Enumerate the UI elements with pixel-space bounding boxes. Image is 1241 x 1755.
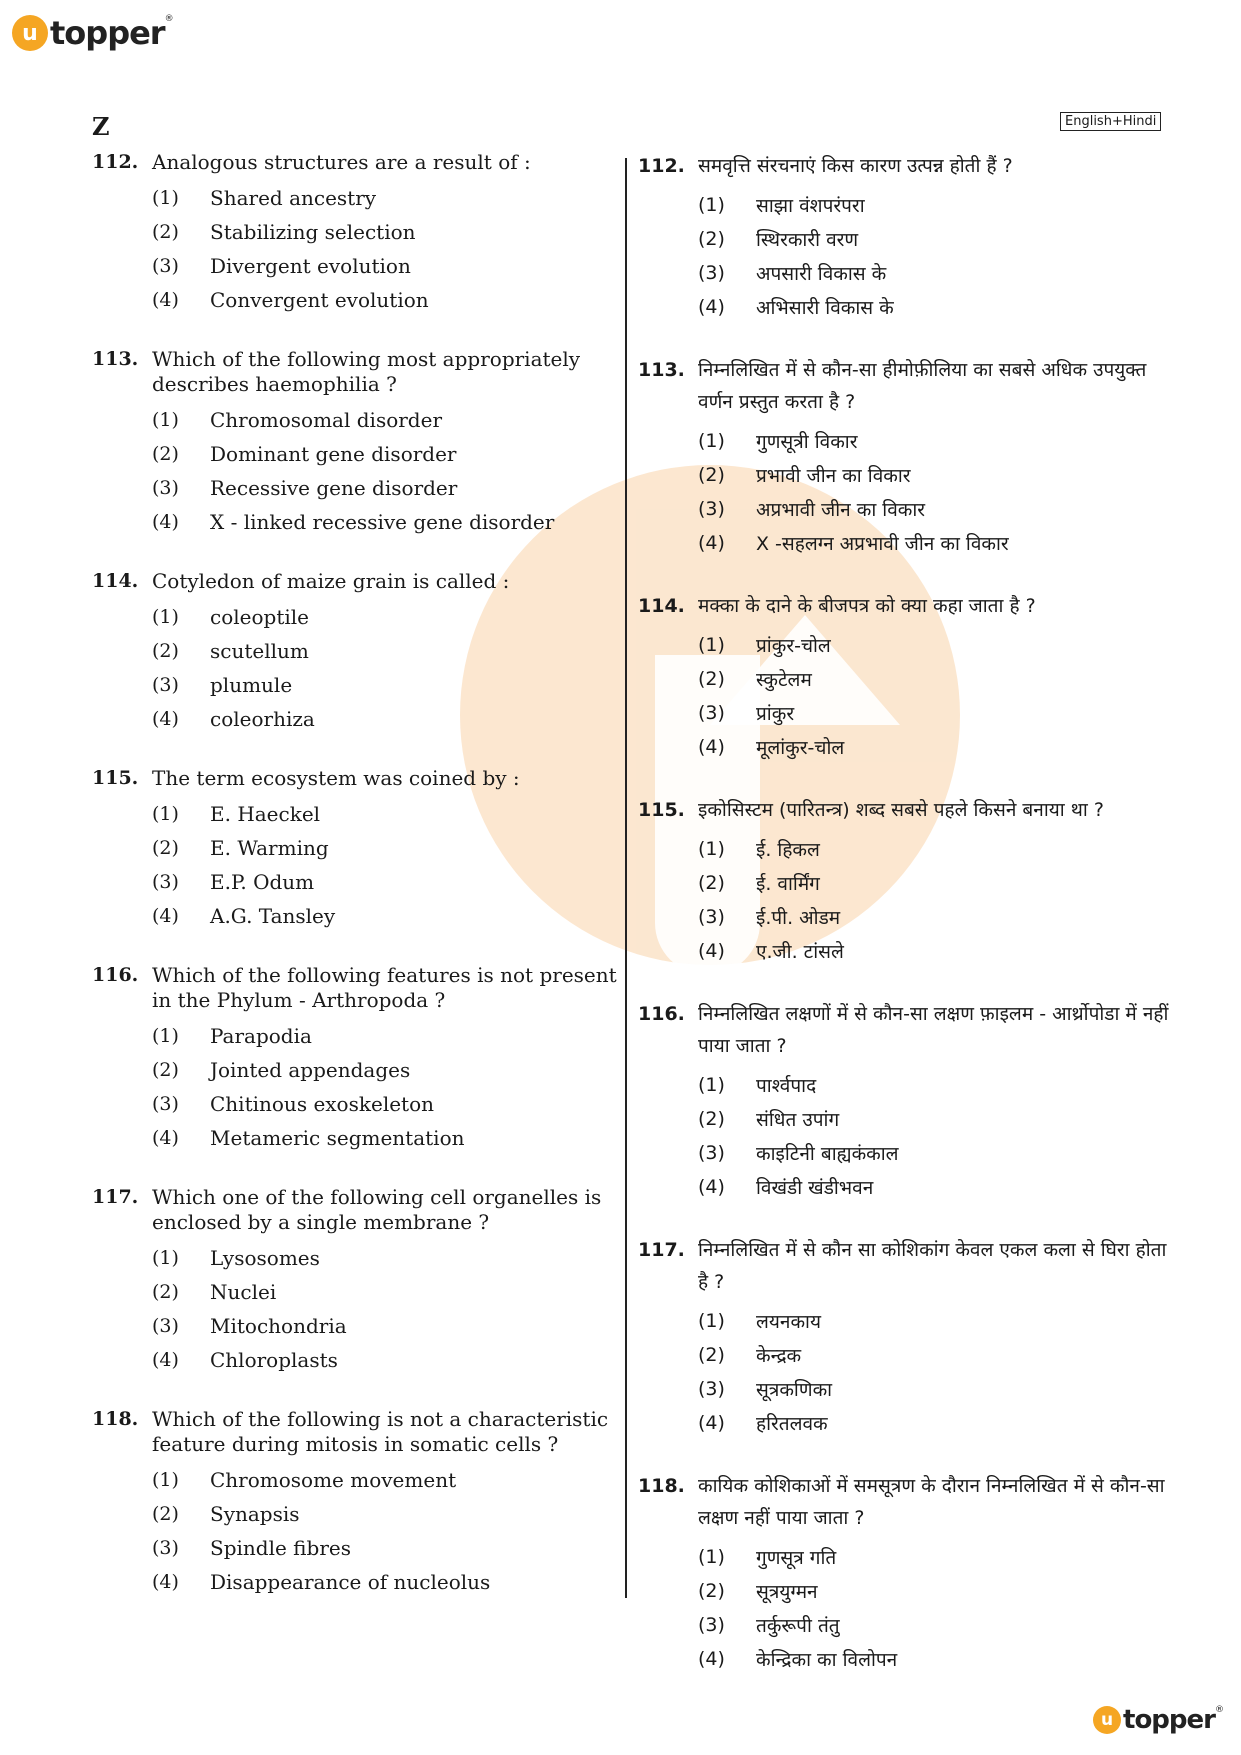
option: [698, 1574, 1178, 1608]
question-text: कायिक कोशिकाओं में समसूत्रण के दौरान निम्नलिखित में से कौन-सा लक्षण नहीं पाया जाता ?: [698, 1475, 1165, 1529]
option: [152, 1019, 617, 1053]
option: [698, 900, 1178, 934]
question-text: Which of the following most appropriately describes haemophilia ?: [152, 347, 581, 396]
option-number: (2): [152, 221, 179, 243]
option: [698, 730, 1178, 764]
question: [638, 354, 1178, 560]
question: [92, 569, 617, 736]
option: [698, 628, 1178, 662]
question-text: Analogous structures are a result of :: [152, 150, 531, 174]
option-number: (2): [698, 1108, 725, 1130]
option-text: प्रांकुर: [756, 703, 795, 725]
option-number: (1): [698, 1074, 725, 1096]
option: [698, 188, 1178, 222]
option-text: plumule: [210, 673, 293, 697]
option-text: E. Warming: [210, 836, 329, 860]
options-list: [698, 1540, 1178, 1676]
option-text: Shared ancestry: [210, 186, 377, 210]
options-list: [152, 181, 617, 317]
option: [152, 668, 617, 702]
registered-mark: ®: [1215, 1705, 1223, 1715]
option-number: (2): [698, 464, 725, 486]
option: [152, 1053, 617, 1087]
question: [638, 1470, 1178, 1676]
question: [92, 1185, 617, 1377]
option-text: Dominant gene disorder: [210, 442, 457, 466]
option-number: (1): [698, 430, 725, 452]
question-number: 116.: [92, 964, 139, 986]
question-number: 113.: [638, 359, 685, 381]
option: [152, 471, 617, 505]
option-text: Stabilizing selection: [210, 220, 416, 244]
question-text: निम्नलिखित लक्षणों में से कौन-सा लक्षण फ़ाइलम - आर्थ्रोपोडा में नहीं पाया जाता ?: [698, 1003, 1169, 1057]
option-text: scutellum: [210, 639, 309, 663]
option-text: Convergent evolution: [210, 288, 429, 312]
question-text: निम्नलिखित में से कौन-सा हीमोफ़ीलिया का सबसे अधिक उपयुक्त वर्णन प्रस्तुत करता है ?: [698, 359, 1147, 413]
option-text: साझा वंशपरंपरा: [756, 195, 865, 217]
option: [152, 437, 617, 471]
option: [698, 1642, 1178, 1676]
option-number: (3): [152, 255, 179, 277]
option: [698, 526, 1178, 560]
option-text: E.P. Odum: [210, 870, 315, 894]
option: [152, 634, 617, 668]
option-text: अभिसारी विकास के: [756, 297, 894, 319]
option: [698, 1608, 1178, 1642]
option-text: प्रांकुर-चोल: [756, 635, 831, 657]
option-text: स्थिरकारी वरण: [756, 229, 859, 251]
option-text: पार्श्वपाद: [756, 1075, 817, 1097]
question-text: Which one of the following cell organelles is enclosed by a single membrane ?: [152, 1185, 602, 1234]
question-number: 118.: [638, 1475, 685, 1497]
options-list: [152, 797, 617, 933]
question-text: Cotyledon of maize grain is called :: [152, 569, 510, 593]
option-number: (2): [698, 668, 725, 690]
option-number: (2): [698, 228, 725, 250]
option: [698, 1304, 1178, 1338]
options-list: [698, 628, 1178, 764]
brand-logo-top: [12, 14, 173, 52]
question-number: 112.: [92, 151, 139, 173]
option-number: (1): [152, 803, 179, 825]
option-number: (3): [152, 1537, 179, 1559]
option-number: (2): [152, 837, 179, 859]
option: [698, 934, 1178, 968]
option: [152, 899, 617, 933]
option-number: (2): [152, 1503, 179, 1525]
options-list: [698, 832, 1178, 968]
question-number: 114.: [92, 570, 139, 592]
brand-name: topper: [50, 14, 165, 52]
option: [698, 696, 1178, 730]
option-text: ई. वार्मिंग: [756, 873, 820, 895]
option: [698, 1540, 1178, 1574]
options-list: [698, 424, 1178, 560]
language-badge: English+Hindi: [1060, 112, 1161, 131]
option: [152, 600, 617, 634]
option: [152, 1121, 617, 1155]
option-text: हरितलवक: [756, 1413, 828, 1435]
question: [638, 150, 1178, 324]
option-text: Recessive gene disorder: [210, 476, 458, 500]
option-number: (1): [698, 1310, 725, 1332]
option-number: (4): [698, 736, 725, 758]
option-number: (3): [698, 906, 725, 928]
option: [152, 215, 617, 249]
option-text: Lysosomes: [210, 1246, 320, 1270]
option: [698, 1170, 1178, 1204]
question: [92, 1407, 617, 1599]
option-text: लयनकाय: [756, 1311, 821, 1333]
question-number: 118.: [92, 1408, 139, 1430]
option-number: (3): [698, 1142, 725, 1164]
option-number: (1): [698, 194, 725, 216]
option-text: Synapsis: [210, 1502, 300, 1526]
option-text: Metameric segmentation: [210, 1126, 465, 1150]
option: [152, 283, 617, 317]
option-text: मूलांकुर-चोल: [756, 737, 845, 759]
option-number: (4): [698, 1412, 725, 1434]
question-number: 112.: [638, 155, 685, 177]
question-text: निम्नलिखित में से कौन सा कोशिकांग केवल एकल कला से घिरा होता है ?: [698, 1239, 1167, 1293]
column-divider: [625, 158, 627, 1598]
option-number: (3): [698, 1378, 725, 1400]
option-text: सूत्रयुग्मन: [756, 1581, 818, 1603]
option-number: (2): [152, 1281, 179, 1303]
question-number: 115.: [638, 799, 685, 821]
option-number: (4): [698, 940, 725, 962]
question: [638, 794, 1178, 968]
option-number: (3): [698, 262, 725, 284]
paper-code: Z: [92, 112, 110, 141]
question-text: Which of the following features is not present in the Phylum - Arthropoda ?: [152, 963, 617, 1012]
option-number: (4): [152, 511, 179, 533]
question: [638, 590, 1178, 764]
option-number: (3): [152, 1315, 179, 1337]
option-number: (3): [152, 871, 179, 893]
option-text: ए.जी. टांसले: [756, 941, 844, 963]
question: [92, 347, 617, 539]
option-text: अप्रभावी जीन का विकार: [756, 499, 926, 521]
question-text: मक्का के दाने के बीजपत्र को क्या कहा जाता है ?: [698, 595, 1036, 617]
option: [698, 1068, 1178, 1102]
brand-badge-icon: u: [1093, 1706, 1121, 1734]
option-text: केन्द्रिका का विलोपन: [756, 1649, 898, 1671]
options-list: [152, 600, 617, 736]
option: [152, 249, 617, 283]
option: [152, 797, 617, 831]
option: [698, 662, 1178, 696]
option-number: (4): [152, 1571, 179, 1593]
option-text: Divergent evolution: [210, 254, 411, 278]
option-number: (3): [698, 1614, 725, 1636]
question-text: Which of the following is not a characteristic feature during mitosis in somatic cells ?: [152, 1407, 609, 1456]
option-text: Nuclei: [210, 1280, 277, 1304]
question-number: 115.: [92, 767, 139, 789]
option: [698, 458, 1178, 492]
option: [698, 492, 1178, 526]
option-number: (4): [698, 1648, 725, 1670]
option-text: विखंडी खंडीभवन: [756, 1177, 874, 1199]
option-number: (4): [152, 1127, 179, 1149]
option-text: A.G. Tansley: [210, 904, 336, 928]
option-number: (1): [152, 409, 179, 431]
option-text: सूत्रकणिका: [756, 1379, 833, 1401]
option-number: (1): [152, 1247, 179, 1269]
options-list: [698, 1068, 1178, 1204]
option-number: (1): [152, 1469, 179, 1491]
option-number: (3): [152, 1093, 179, 1115]
option-text: केन्द्रक: [756, 1345, 802, 1367]
question: [638, 1234, 1178, 1440]
option: [152, 1463, 617, 1497]
option-text: स्कुटेलम: [756, 669, 812, 691]
question-text: समवृत्ति संरचनाएं किस कारण उत्पन्न होती हैं ?: [698, 155, 1013, 177]
question-number: 117.: [638, 1239, 685, 1261]
registered-mark: ®: [164, 14, 173, 24]
option-number: (4): [152, 708, 179, 730]
option-text: X -सहलग्न अप्रभावी जीन का विकार: [756, 533, 1009, 555]
option-number: (1): [152, 187, 179, 209]
brand-badge-icon: u: [12, 15, 48, 51]
option: [698, 424, 1178, 458]
option-number: (1): [152, 606, 179, 628]
option: [152, 1565, 617, 1599]
options-list: [152, 403, 617, 539]
question: [638, 998, 1178, 1204]
option-number: (1): [152, 1025, 179, 1047]
option-text: coleoptile: [210, 605, 309, 629]
question-number: 116.: [638, 1003, 685, 1025]
option: [152, 1241, 617, 1275]
brand-logo-bottom: [1093, 1705, 1223, 1735]
option: [152, 505, 617, 539]
option-text: गुणसूत्री विकार: [756, 431, 858, 453]
option-number: (2): [152, 443, 179, 465]
option-number: (2): [698, 1344, 725, 1366]
option-number: (2): [152, 640, 179, 662]
option-text: ई.पी. ओडम: [756, 907, 841, 929]
option: [152, 831, 617, 865]
option-text: तर्कुरूपी तंतु: [756, 1615, 840, 1637]
question: [92, 150, 617, 317]
option-number: (4): [698, 532, 725, 554]
option: [152, 702, 617, 736]
options-list: [152, 1019, 617, 1155]
option-number: (2): [152, 1059, 179, 1081]
option-text: काइटिनी बाह्यकंकाल: [756, 1143, 899, 1165]
option-number: (1): [698, 838, 725, 860]
option-number: (2): [698, 1580, 725, 1602]
option: [152, 1087, 617, 1121]
option-text: Chloroplasts: [210, 1348, 338, 1372]
option: [152, 865, 617, 899]
option-text: Chitinous exoskeleton: [210, 1092, 435, 1116]
question-number: 114.: [638, 595, 685, 617]
option-text: Parapodia: [210, 1024, 312, 1048]
question: [92, 963, 617, 1155]
options-list: [698, 188, 1178, 324]
option-text: E. Haeckel: [210, 802, 321, 826]
option-text: संधित उपांग: [756, 1109, 840, 1131]
option: [698, 1136, 1178, 1170]
english-column: [92, 150, 617, 1629]
option: [698, 222, 1178, 256]
option: [152, 1531, 617, 1565]
option-text: Disappearance of nucleolus: [210, 1570, 491, 1594]
option-text: अपसारी विकास के: [756, 263, 887, 285]
option: [698, 1338, 1178, 1372]
option-number: (4): [698, 1176, 725, 1198]
question-text: इकोसिस्टम (पारितन्त्र) शब्द सबसे पहले किसने बनाया था ?: [698, 799, 1104, 821]
option-number: (3): [152, 674, 179, 696]
option-number: (4): [698, 296, 725, 318]
option-text: X - linked recessive gene disorder: [210, 510, 555, 534]
option-number: (3): [152, 477, 179, 499]
option: [698, 866, 1178, 900]
option-text: ई. हिकल: [756, 839, 820, 861]
option: [698, 832, 1178, 866]
option-number: (4): [152, 289, 179, 311]
option: [698, 256, 1178, 290]
question-number: 113.: [92, 348, 139, 370]
option: [698, 290, 1178, 324]
option: [698, 1372, 1178, 1406]
option: [152, 1497, 617, 1531]
option-text: Chromosome movement: [210, 1468, 457, 1492]
brand-name: topper: [1123, 1705, 1215, 1735]
options-list: [152, 1241, 617, 1377]
option-number: (4): [152, 905, 179, 927]
question-text: The term ecosystem was coined by :: [152, 766, 520, 790]
option: [152, 1309, 617, 1343]
option-text: गुणसूत्र गति: [756, 1547, 837, 1569]
option-number: (3): [698, 702, 725, 724]
option-text: Jointed appendages: [210, 1058, 411, 1082]
option-text: Spindle fibres: [210, 1536, 351, 1560]
question: [92, 766, 617, 933]
hindi-column: [638, 150, 1178, 1706]
option-number: (1): [698, 634, 725, 656]
option-number: (4): [152, 1349, 179, 1371]
option-number: (1): [698, 1546, 725, 1568]
option-number: (3): [698, 498, 725, 520]
options-list: [152, 1463, 617, 1599]
option: [152, 403, 617, 437]
option-number: (2): [698, 872, 725, 894]
option: [698, 1102, 1178, 1136]
option-text: coleorhiza: [210, 707, 315, 731]
option-text: Chromosomal disorder: [210, 408, 443, 432]
question-number: 117.: [92, 1186, 139, 1208]
option-text: प्रभावी जीन का विकार: [756, 465, 911, 487]
option: [152, 1343, 617, 1377]
option: [698, 1406, 1178, 1440]
option: [152, 1275, 617, 1309]
option: [152, 181, 617, 215]
option-text: Mitochondria: [210, 1314, 347, 1338]
options-list: [698, 1304, 1178, 1440]
